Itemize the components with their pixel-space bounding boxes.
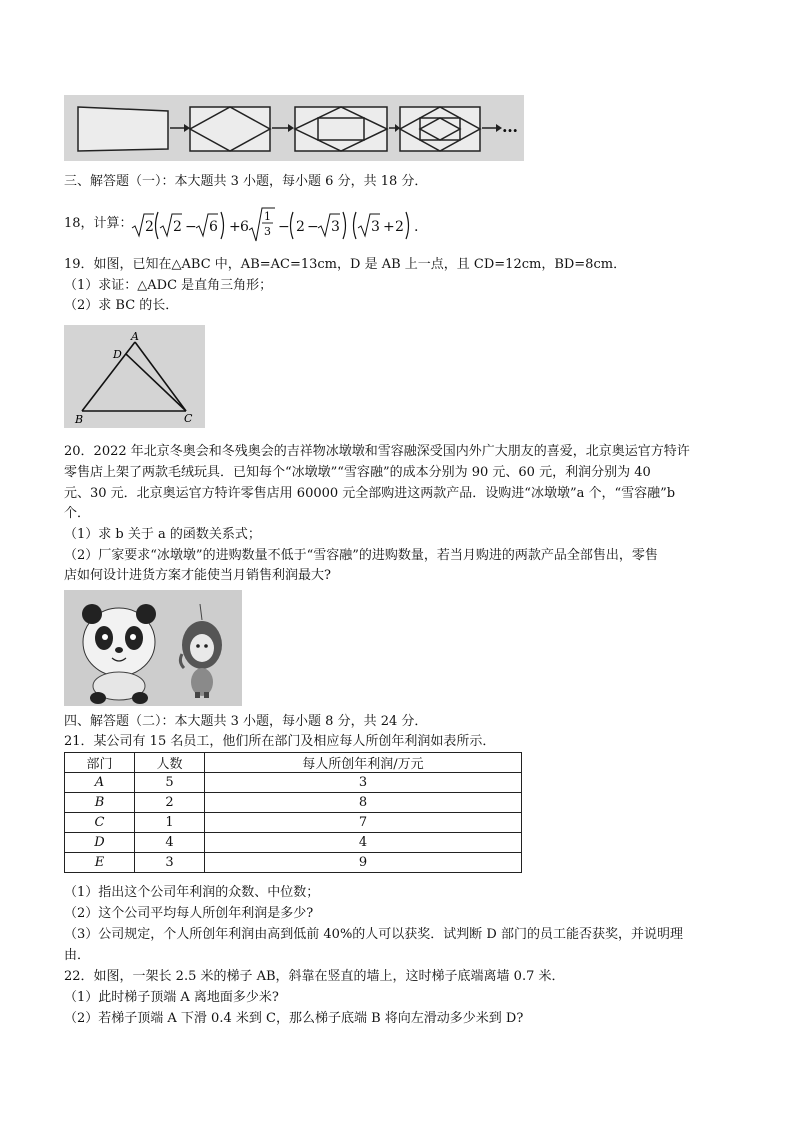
table-cell-headcount: 1 xyxy=(134,813,204,833)
question-20-line-1: 20．2022 年北京冬奥会和冬残奥会的吉祥物冰墩墩和雪容融深受国内外广大朋友的喜爱，北京奥运官方特许 xyxy=(64,444,690,459)
pattern-step-1 xyxy=(78,107,168,151)
svg-text:2: 2 xyxy=(395,219,404,235)
mascot-photo xyxy=(64,590,242,706)
svg-text:−: − xyxy=(307,219,319,235)
question-18-prefix: 18，计算： xyxy=(64,216,133,231)
question-21-part-2: （2）这个公司平均每人所创年利润是多少? xyxy=(64,906,314,921)
svg-text:1: 1 xyxy=(264,210,271,223)
question-18-expression xyxy=(130,204,430,244)
question-21-part-3: （3）公司规定，个人所创年利润由高到低前 40%的人可以获奖．试判断 D 部门的员工能否获奖，并说明理 xyxy=(64,927,683,942)
svg-text:3: 3 xyxy=(331,219,340,235)
svg-text:−: − xyxy=(278,219,290,235)
table-cell-profit: 4 xyxy=(204,833,521,853)
question-20-line-2: 零售店上架了两款毛绒玩具．已知每个“冰墩墩”“雪容融”的成本分别为 90 元、60 元，利润分别为 40 xyxy=(64,465,651,480)
panda-mascot-icon xyxy=(82,604,156,704)
table-cell-department: D xyxy=(65,833,135,853)
section-3-title: 三、解答题（一）：本大题共 3 小题，每小题 6 分，共 18 分． xyxy=(64,174,428,189)
table-cell-headcount: 4 xyxy=(134,833,204,853)
table-row xyxy=(65,793,522,813)
question-22: 22．如图，一架长 2.5 米的梯子 AB，斜靠在竖直的墙上，这时梯子底端离墙 0.7 米． xyxy=(64,969,565,984)
question-20-part-2: （2）厂家要求“冰墩墩”的进购数量不低于“雪容融”的进购数量，若当月购进的两款产品全部售出，零售 xyxy=(64,548,658,563)
vertex-a-label: A xyxy=(131,330,139,343)
question-21-part-3-continued: 由． xyxy=(64,948,91,963)
table-row xyxy=(65,813,522,833)
table-cell-headcount: 3 xyxy=(134,853,204,873)
section-4-title: 四、解答题（二）：本大题共 3 小题，每小题 8 分，共 24 分． xyxy=(64,714,428,729)
question-19-part-1: （1）求证：△ADC 是直角三角形； xyxy=(64,278,273,293)
table-cell-headcount: 5 xyxy=(134,773,204,793)
svg-text:.: . xyxy=(414,219,419,235)
question-21: 21．某公司有 15 名员工，他们所在部门及相应每人所创年利润如表所示． xyxy=(64,734,496,749)
pattern-figure-svg xyxy=(64,95,524,161)
table-row xyxy=(65,773,522,793)
svg-text:2: 2 xyxy=(145,219,154,235)
table-cell-profit: 9 xyxy=(204,853,521,873)
table-cell-department: E xyxy=(65,853,135,873)
pattern-figure xyxy=(64,95,524,161)
table-header-row xyxy=(65,753,522,773)
svg-text:+: + xyxy=(383,219,395,235)
table-row xyxy=(65,853,522,873)
table-cell-headcount: 2 xyxy=(134,793,204,813)
table-row xyxy=(65,833,522,853)
question-21-part-1: （1）指出这个公司年利润的众数、中位数； xyxy=(64,885,320,900)
pattern-step-4 xyxy=(400,107,480,151)
mascot-photo-svg xyxy=(64,590,242,706)
table-cell-profit: 7 xyxy=(204,813,521,833)
question-22-part-2: （2）若梯子顶端 A 下滑 0.4 米到 C，那么梯子底端 B 将向左滑动多少米到 D? xyxy=(64,1011,524,1026)
question-18 xyxy=(64,210,133,238)
svg-text:6: 6 xyxy=(240,219,249,235)
svg-text:3: 3 xyxy=(371,219,380,235)
vertex-c-label: C xyxy=(184,412,193,425)
pattern-step-3 xyxy=(295,107,387,151)
question-20-line-3: 元、30 元．北京奥运官方特许零售店用 60000 元全部购进这两款产品．设购进“冰墩墩”a 个，“雪容融”b xyxy=(64,486,676,501)
table-header-profit: 每人所创年利润/万元 xyxy=(204,753,521,773)
triangle-abc-svg xyxy=(64,325,205,428)
table-cell-profit: 8 xyxy=(204,793,521,813)
vertex-d-label: D xyxy=(113,348,122,361)
profit-table xyxy=(64,752,522,873)
table-cell-profit: 3 xyxy=(204,773,521,793)
question-20-part-2-continued: 店如何设计进货方案才能使当月销售利润最大? xyxy=(64,568,331,583)
svg-text:2: 2 xyxy=(173,219,182,235)
pattern-ellipsis: … xyxy=(502,117,518,136)
question-19-figure xyxy=(64,325,205,428)
svg-text:6: 6 xyxy=(209,219,218,235)
vertex-b-label: B xyxy=(75,413,84,426)
table-header-headcount: 人数 xyxy=(134,753,204,773)
question-19: 19．如图，已知在△ABC 中，AB=AC=13cm，D 是 AB 上一点，且 CD=12cm，BD=8cm． xyxy=(64,257,627,272)
question-19-part-2: （2）求 BC 的长． xyxy=(64,298,179,313)
svg-text:3: 3 xyxy=(264,225,271,238)
svg-text:2: 2 xyxy=(296,219,305,235)
question-20-line-4: 个． xyxy=(64,506,91,521)
question-22-part-1: （1）此时梯子顶端 A 离地面多少米? xyxy=(64,990,279,1005)
svg-text:+: + xyxy=(229,219,241,235)
table-cell-department: A xyxy=(65,773,135,793)
pattern-step-2 xyxy=(190,107,270,151)
question-20-part-1: （1）求 b 关于 a 的函数关系式； xyxy=(64,527,261,542)
table-header-department: 部门 xyxy=(65,753,135,773)
svg-text:−: − xyxy=(185,219,197,235)
table-cell-department: C xyxy=(65,813,135,833)
table-cell-department: B xyxy=(65,793,135,813)
